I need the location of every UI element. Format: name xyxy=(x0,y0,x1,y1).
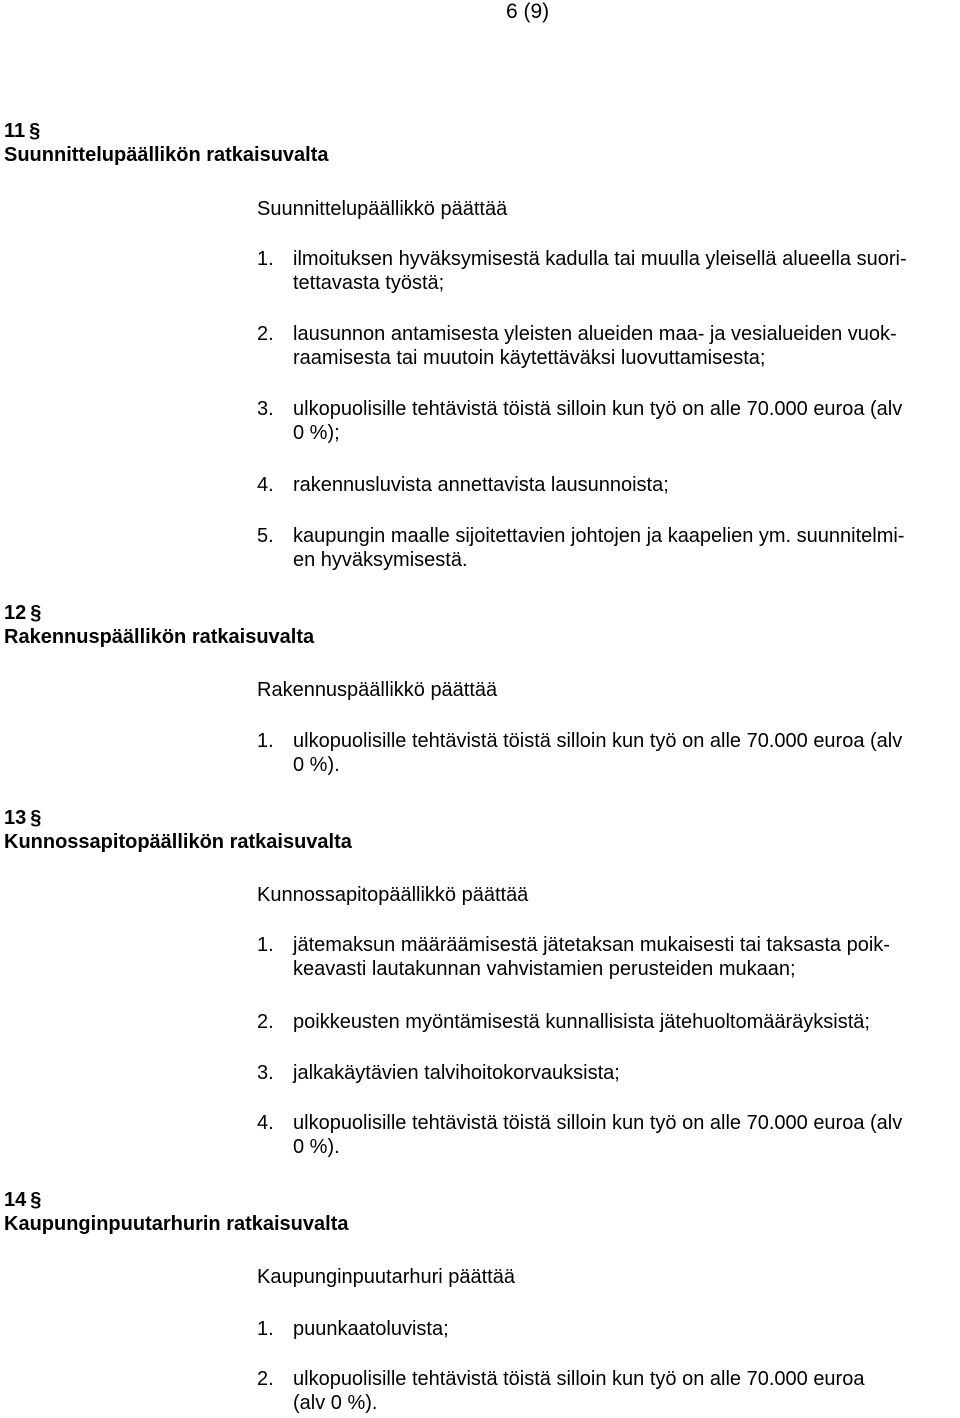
section-heading-13 xyxy=(4,806,352,854)
section-heading-12 xyxy=(4,601,314,649)
section-heading-11 xyxy=(4,119,329,167)
section-title: Kunnossapitopäällikön ratkaisuvalta xyxy=(4,831,352,853)
item-line: 0 %). xyxy=(293,1136,340,1158)
list-item xyxy=(257,933,957,981)
section-number: 14 xyxy=(4,1189,27,1211)
section-number: 12 xyxy=(4,602,27,624)
list-item xyxy=(257,473,957,497)
item-number: 3. xyxy=(257,1062,274,1084)
section-symbol: § xyxy=(30,602,42,624)
list-item xyxy=(257,247,957,295)
section-symbol: § xyxy=(29,120,41,142)
item-number: 1. xyxy=(257,248,274,270)
list-item xyxy=(257,1010,957,1034)
section-title: Rakennuspäällikön ratkaisuvalta xyxy=(4,626,315,648)
item-number: 5. xyxy=(257,525,274,547)
item-line: kaupungin maalle sijoitettavien johtojen ja kaapelien ym. suunnitelmi- xyxy=(293,525,905,547)
section-number: 11 xyxy=(4,120,26,142)
item-number: 2. xyxy=(257,323,274,345)
section-symbol: § xyxy=(30,807,42,829)
item-line: jalkakäytävien talvihoitokorvauksista; xyxy=(293,1062,620,1084)
item-line: 0 %); xyxy=(293,422,340,444)
item-number: 1. xyxy=(257,730,274,752)
decider-label: Kaupunginpuutarhuri päättää xyxy=(257,1266,515,1288)
item-line: ulkopuolisille tehtävistä töistä silloin kun työ on alle 70.000 euroa (alv xyxy=(293,1112,903,1134)
item-line: keavasti lautakunnan vahvistamien perusteiden mukaan; xyxy=(293,958,796,980)
list-item xyxy=(257,322,957,370)
page-number: 6 (9) xyxy=(506,0,550,23)
item-line: 0 %). xyxy=(293,754,340,776)
item-number: 2. xyxy=(257,1011,274,1033)
item-line: rakennusluvista annettavista lausunnoista; xyxy=(293,474,669,496)
decider-label: Suunnittelupäällikkö päättää xyxy=(257,198,508,220)
list-item xyxy=(257,1317,957,1341)
item-number: 1. xyxy=(257,1318,274,1340)
item-line: en hyväksymisestä. xyxy=(293,549,468,571)
item-line: jätemaksun määräämisestä jätetaksan mukaisesti tai taksasta poik- xyxy=(293,934,890,956)
item-line: ilmoituksen hyväksymisestä kadulla tai muulla yleisellä alueella suori- xyxy=(293,248,907,270)
item-line: poikkeusten myöntämisestä kunnallisista jätehuoltomääräyksistä; xyxy=(293,1011,870,1033)
list-item xyxy=(257,1111,957,1159)
section-symbol: § xyxy=(30,1189,42,1211)
list-item xyxy=(257,1367,957,1415)
item-line: ulkopuolisille tehtävistä töistä silloin kun työ on alle 70.000 euroa (alv xyxy=(293,730,903,752)
item-line: lausunnon antamisesta yleisten alueiden maa- ja vesialueiden vuok- xyxy=(293,323,897,345)
item-line: ulkopuolisille tehtävistä töistä silloin kun työ on alle 70.000 euroa (alv xyxy=(293,398,903,420)
item-number: 4. xyxy=(257,474,274,496)
item-line: puunkaatoluvista; xyxy=(293,1318,449,1340)
item-number: 3. xyxy=(257,398,274,420)
section-title: Suunnittelupäällikön ratkaisuvalta xyxy=(4,144,329,166)
list-item xyxy=(257,1061,957,1085)
section-heading-14 xyxy=(4,1188,348,1236)
item-line: tettavasta työstä; xyxy=(293,272,445,294)
list-item xyxy=(257,729,957,777)
item-number: 2. xyxy=(257,1368,274,1390)
section-number: 13 xyxy=(4,807,27,829)
item-number: 1. xyxy=(257,934,274,956)
item-number: 4. xyxy=(257,1112,274,1134)
item-line: ulkopuolisille tehtävistä töistä silloin kun työ on alle 70.000 euroa xyxy=(293,1368,865,1390)
list-item xyxy=(257,524,957,572)
list-item xyxy=(257,397,957,445)
decider-label: Rakennuspäällikkö päättää xyxy=(257,679,498,701)
item-line: (alv 0 %). xyxy=(293,1392,378,1414)
decider-label: Kunnossapitopäällikkö päättää xyxy=(257,884,529,906)
item-line: raamisesta tai muutoin käytettäväksi luovuttamisesta; xyxy=(293,347,766,369)
section-title: Kaupunginpuutarhurin ratkaisuvalta xyxy=(4,1213,349,1235)
